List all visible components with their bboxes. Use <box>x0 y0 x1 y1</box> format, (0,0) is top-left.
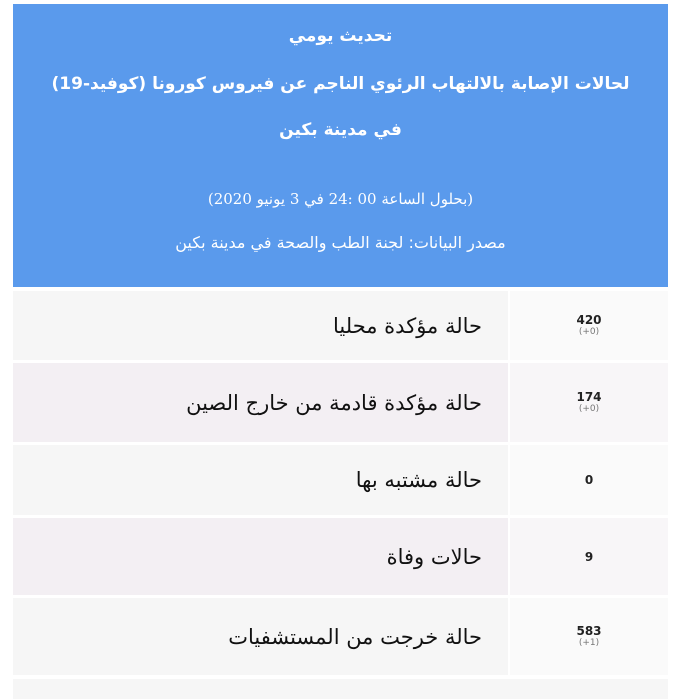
stat-value-cell <box>508 598 668 675</box>
stat-delta: (+0) <box>578 327 600 337</box>
stat-row-suspected <box>13 445 668 518</box>
stat-label: حالة خرجت من المستشفيات <box>13 598 508 675</box>
stat-value-cell <box>508 518 668 595</box>
table-footer-strip <box>13 679 668 699</box>
header-subtitle-line2: في مدينة بكين <box>279 120 402 140</box>
header-title: تحديث يومي <box>288 26 393 46</box>
stat-value: 420 <box>576 313 602 327</box>
stat-value: 174 <box>576 390 602 404</box>
stat-value-cell <box>508 363 668 442</box>
stat-value: 9 <box>584 549 594 564</box>
header-timestamp: (بحلول الساعة 00 :24 في 3 يونيو 2020) <box>207 190 474 208</box>
stat-row-local-confirmed <box>13 291 668 363</box>
stats-header <box>13 4 668 287</box>
stat-label: حالات وفاة <box>13 518 508 595</box>
stat-row-discharged <box>13 598 668 678</box>
stat-label: حالة مؤكدة محليا <box>13 291 508 360</box>
header-subtitle-line1: لحالات الإصابة بالالتهاب الرئوي الناجم عن فيروس كورونا (كوفيد-19) <box>51 74 630 94</box>
stat-value: 0 <box>584 473 594 487</box>
stat-value: 583 <box>576 624 602 638</box>
stat-delta: (+1) <box>578 638 600 648</box>
stat-delta: (+0) <box>578 404 600 414</box>
stat-value-cell <box>508 291 668 360</box>
stat-label: حالة مؤكدة قادمة من خارج الصين <box>13 363 508 442</box>
stat-row-imported-confirmed <box>13 363 668 445</box>
header-source: مصدر البيانات: لجنة الطب والصحة في مدينة بكين <box>175 233 506 252</box>
covid-stats-card <box>13 4 668 699</box>
stat-label: حالة مشتبه بها <box>13 445 508 515</box>
stats-table <box>13 291 668 678</box>
stat-value-cell <box>508 445 668 515</box>
stat-row-deaths <box>13 518 668 598</box>
